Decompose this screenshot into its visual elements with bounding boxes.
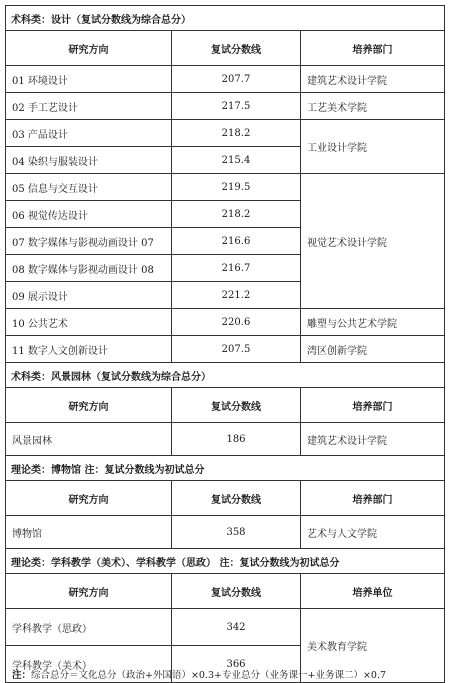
table-row [6, 66, 445, 93]
table-row [6, 423, 445, 456]
table-row [6, 516, 445, 549]
table-row [6, 609, 445, 646]
cell-dept: 湾区创新学院 [301, 336, 445, 363]
header-row [6, 31, 445, 66]
cell-score: 220.6 [172, 309, 301, 336]
header-score: 复试分数线 [172, 31, 301, 66]
table-row [6, 93, 445, 120]
cell-dept: 工业设计学院 [301, 120, 445, 174]
header-score: 复试分数线 [172, 481, 301, 516]
cell-dept: 视觉艺术设计学院 [301, 174, 445, 309]
cell-direction: 08 数字媒体与影视动画设计 08 [6, 255, 172, 282]
cell-direction: 11 数字人文创新设计 [6, 336, 172, 363]
section-title-row [6, 363, 445, 388]
cell-score: 219.5 [172, 174, 301, 201]
header-row [6, 574, 445, 609]
cell-score: 366 [172, 646, 301, 683]
cell-direction: 风景园林 [6, 423, 172, 456]
cell-score: 221.2 [172, 282, 301, 309]
section-title-museum: 理论类：博物馆 注：复试分数线为初试总分 [6, 456, 445, 481]
cell-score: 358 [172, 516, 301, 549]
cell-direction: 02 手工艺设计 [6, 93, 172, 120]
score-table [5, 5, 445, 683]
header-direction: 研究方向 [6, 388, 172, 423]
header-unit: 培养单位 [301, 574, 445, 609]
cell-dept: 雕塑与公共艺术学院 [301, 309, 445, 336]
cell-score: 217.5 [172, 93, 301, 120]
cell-direction: 05 信息与交互设计 [6, 174, 172, 201]
cell-direction: 学科教学（思政） [6, 609, 172, 646]
header-direction: 研究方向 [6, 31, 172, 66]
footnote-text: 综合总分＝文化总分（政治+外国语）×0.3+专业总分（业务课一+业务课二）×0.7 [31, 670, 387, 681]
section-title-landscape: 术科类：风景园林（复试分数线为综合总分） [6, 363, 445, 388]
cell-score: 342 [172, 609, 301, 646]
cell-direction: 07 数字媒体与影视动画设计 07 [6, 228, 172, 255]
cell-dept: 建筑艺术设计学院 [301, 423, 445, 456]
table-row [6, 120, 445, 147]
header-direction: 研究方向 [6, 574, 172, 609]
header-dept: 培养部门 [301, 481, 445, 516]
cell-dept: 艺术与人文学院 [301, 516, 445, 549]
admission-score-document [5, 5, 444, 683]
cell-dept: 建筑艺术设计学院 [301, 66, 445, 93]
section-title-row [6, 549, 445, 574]
cell-direction: 09 展示设计 [6, 282, 172, 309]
cell-direction: 10 公共艺术 [6, 309, 172, 336]
cell-score: 186 [172, 423, 301, 456]
header-score: 复试分数线 [172, 574, 301, 609]
cell-direction: 01 环境设计 [6, 66, 172, 93]
cell-dept: 工艺美术学院 [301, 93, 445, 120]
cell-direction: 学科教学（美术） [6, 646, 172, 683]
table-row [6, 174, 445, 201]
cell-score: 207.5 [172, 336, 301, 363]
cell-direction: 03 产品设计 [6, 120, 172, 147]
header-score: 复试分数线 [172, 388, 301, 423]
cell-score: 218.2 [172, 120, 301, 147]
footnote [12, 667, 386, 681]
cell-dept: 美术教育学院 [301, 609, 445, 683]
cell-score: 218.2 [172, 201, 301, 228]
cell-score: 216.7 [172, 255, 301, 282]
header-direction: 研究方向 [6, 481, 172, 516]
table-row [6, 309, 445, 336]
cell-direction: 06 视觉传达设计 [6, 201, 172, 228]
cell-direction: 博物馆 [6, 516, 172, 549]
section-title-teaching: 理论类：学科教学（美术）、学科教学（思政） 注：复试分数线为初试总分 [6, 549, 445, 574]
section-title-row [6, 456, 445, 481]
header-dept: 培养部门 [301, 31, 445, 66]
table-row [6, 336, 445, 363]
cell-score: 216.6 [172, 228, 301, 255]
cell-score: 207.7 [172, 66, 301, 93]
footnote-label: 注： [12, 670, 32, 681]
header-dept: 培养部门 [301, 388, 445, 423]
cell-score: 215.4 [172, 147, 301, 174]
section-title-design: 术科类：设计（复试分数线为综合总分） [6, 6, 445, 31]
section-title-row [6, 6, 445, 31]
header-row [6, 481, 445, 516]
cell-direction: 04 染织与服装设计 [6, 147, 172, 174]
header-row [6, 388, 445, 423]
